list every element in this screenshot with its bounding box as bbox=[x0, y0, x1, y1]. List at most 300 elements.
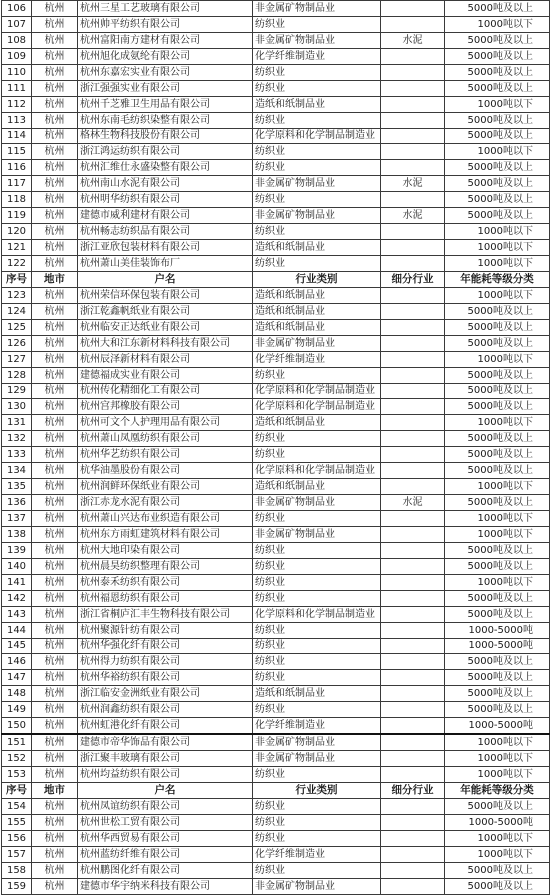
table-row bbox=[2, 176, 550, 192]
cell-company-name: 杭州泰禾纺织有限公司 bbox=[78, 574, 253, 590]
cell-energy-class: 1000-5000吨 bbox=[445, 814, 550, 830]
table-row bbox=[2, 718, 550, 734]
cell-sub-industry bbox=[381, 383, 445, 399]
cell-city: 杭州 bbox=[32, 718, 78, 734]
cell-energy-class: 5000吨及以上 bbox=[445, 208, 550, 224]
cell-industry: 非金属矿物制品业 bbox=[253, 495, 381, 511]
cell-industry: 纺织业 bbox=[253, 256, 381, 272]
cell-seq-no: 150 bbox=[2, 718, 32, 734]
header-city: 地市 bbox=[32, 782, 78, 798]
cell-city: 杭州 bbox=[32, 702, 78, 718]
cell-company-name: 杭州润鲜环保纸业有限公司 bbox=[78, 479, 253, 495]
cell-industry: 纺织业 bbox=[253, 64, 381, 80]
table-row bbox=[2, 702, 550, 718]
cell-industry: 纺织业 bbox=[253, 192, 381, 208]
cell-industry: 非金属矿物制品业 bbox=[253, 176, 381, 192]
cell-energy-class: 5000吨及以上 bbox=[445, 654, 550, 670]
cell-industry: 纺织业 bbox=[253, 160, 381, 176]
cell-energy-class: 1000-5000吨 bbox=[445, 718, 550, 734]
cell-energy-class: 5000吨及以上 bbox=[445, 383, 550, 399]
cell-industry: 纺织业 bbox=[253, 638, 381, 654]
cell-city: 杭州 bbox=[32, 590, 78, 606]
cell-energy-class: 1000吨以下 bbox=[445, 574, 550, 590]
cell-energy-class: 1000吨以下 bbox=[445, 287, 550, 303]
cell-sub-industry bbox=[381, 351, 445, 367]
cell-city: 杭州 bbox=[32, 96, 78, 112]
cell-seq-no: 113 bbox=[2, 112, 32, 128]
cell-company-name: 杭州畅志纺织品有限公司 bbox=[78, 224, 253, 240]
cell-sub-industry bbox=[381, 686, 445, 702]
cell-company-name: 杭州华裕纺织有限公司 bbox=[78, 670, 253, 686]
cell-energy-class: 1000吨以下 bbox=[445, 479, 550, 495]
cell-city: 杭州 bbox=[32, 399, 78, 415]
cell-seq-no: 141 bbox=[2, 574, 32, 590]
cell-industry: 非金属矿物制品业 bbox=[253, 526, 381, 542]
cell-seq-no: 125 bbox=[2, 319, 32, 335]
table-row bbox=[2, 654, 550, 670]
cell-energy-class: 1000吨以下 bbox=[445, 144, 550, 160]
table-row bbox=[2, 160, 550, 176]
cell-sub-industry bbox=[381, 751, 445, 767]
cell-sub-industry: 水泥 bbox=[381, 32, 445, 48]
cell-city: 杭州 bbox=[32, 256, 78, 272]
cell-seq-no: 106 bbox=[2, 1, 32, 17]
cell-company-name: 杭州华西贸易有限公司 bbox=[78, 830, 253, 846]
cell-energy-class: 5000吨及以上 bbox=[445, 798, 550, 814]
table-row bbox=[2, 144, 550, 160]
table-row bbox=[2, 399, 550, 415]
table-row bbox=[2, 303, 550, 319]
cell-energy-class: 5000吨及以上 bbox=[445, 862, 550, 878]
table-row bbox=[2, 351, 550, 367]
cell-energy-class: 5000吨及以上 bbox=[445, 606, 550, 622]
cell-city: 杭州 bbox=[32, 128, 78, 144]
cell-city: 杭州 bbox=[32, 415, 78, 431]
cell-city: 杭州 bbox=[32, 846, 78, 862]
table-row bbox=[2, 686, 550, 702]
cell-sub-industry bbox=[381, 1, 445, 17]
cell-industry: 纺织业 bbox=[253, 447, 381, 463]
cell-seq-no: 138 bbox=[2, 526, 32, 542]
table-row bbox=[2, 574, 550, 590]
cell-city: 杭州 bbox=[32, 751, 78, 767]
table-row bbox=[2, 128, 550, 144]
cell-seq-no: 110 bbox=[2, 64, 32, 80]
header-company-name: 户名 bbox=[78, 271, 253, 287]
cell-seq-no: 139 bbox=[2, 542, 32, 558]
cell-seq-no: 159 bbox=[2, 878, 32, 894]
cell-seq-no: 130 bbox=[2, 399, 32, 415]
cell-seq-no: 109 bbox=[2, 48, 32, 64]
cell-company-name: 杭州大地印染有限公司 bbox=[78, 542, 253, 558]
cell-seq-no: 123 bbox=[2, 287, 32, 303]
table-row bbox=[2, 192, 550, 208]
table-row bbox=[2, 846, 550, 862]
table-row bbox=[2, 112, 550, 128]
cell-seq-no: 121 bbox=[2, 240, 32, 256]
cell-sub-industry bbox=[381, 718, 445, 734]
cell-industry: 纺织业 bbox=[253, 80, 381, 96]
cell-industry: 造纸和纸制品业 bbox=[253, 303, 381, 319]
cell-sub-industry bbox=[381, 240, 445, 256]
cell-sub-industry bbox=[381, 830, 445, 846]
cell-city: 杭州 bbox=[32, 862, 78, 878]
table-row bbox=[2, 240, 550, 256]
table-row bbox=[2, 511, 550, 527]
cell-seq-no: 127 bbox=[2, 351, 32, 367]
table-header-row bbox=[2, 271, 550, 287]
cell-industry: 非金属矿物制品业 bbox=[253, 734, 381, 750]
cell-company-name: 杭州东嘉宏实业有限公司 bbox=[78, 64, 253, 80]
table-row bbox=[2, 638, 550, 654]
cell-seq-no: 129 bbox=[2, 383, 32, 399]
cell-city: 杭州 bbox=[32, 798, 78, 814]
cell-sub-industry bbox=[381, 367, 445, 383]
cell-sub-industry bbox=[381, 542, 445, 558]
cell-sub-industry bbox=[381, 479, 445, 495]
cell-sub-industry bbox=[381, 319, 445, 335]
header-seq-no: 序号 bbox=[2, 271, 32, 287]
table-row bbox=[2, 670, 550, 686]
cell-city: 杭州 bbox=[32, 479, 78, 495]
cell-energy-class: 1000吨以下 bbox=[445, 830, 550, 846]
cell-industry: 纺织业 bbox=[253, 830, 381, 846]
cell-industry: 造纸和纸制品业 bbox=[253, 319, 381, 335]
cell-company-name: 杭州传化精细化工有限公司 bbox=[78, 383, 253, 399]
cell-industry: 造纸和纸制品业 bbox=[253, 96, 381, 112]
cell-seq-no: 156 bbox=[2, 830, 32, 846]
cell-company-name: 浙江聚丰玻璃有限公司 bbox=[78, 751, 253, 767]
cell-energy-class: 1000吨以下 bbox=[445, 16, 550, 32]
cell-seq-no: 118 bbox=[2, 192, 32, 208]
cell-industry: 纺织业 bbox=[253, 654, 381, 670]
cell-seq-no: 148 bbox=[2, 686, 32, 702]
cell-energy-class: 5000吨及以上 bbox=[445, 319, 550, 335]
cell-industry: 纺织业 bbox=[253, 431, 381, 447]
cell-sub-industry bbox=[381, 287, 445, 303]
table-row bbox=[2, 367, 550, 383]
cell-city: 杭州 bbox=[32, 208, 78, 224]
cell-company-name: 建德市华宇纳米科技有限公司 bbox=[78, 878, 253, 894]
cell-seq-no: 151 bbox=[2, 734, 32, 750]
cell-seq-no: 133 bbox=[2, 447, 32, 463]
cell-energy-class: 1000-5000吨 bbox=[445, 638, 550, 654]
cell-sub-industry bbox=[381, 862, 445, 878]
cell-city: 杭州 bbox=[32, 542, 78, 558]
cell-industry: 纺织业 bbox=[253, 814, 381, 830]
cell-industry: 纺织业 bbox=[253, 558, 381, 574]
cell-seq-no: 146 bbox=[2, 654, 32, 670]
cell-sub-industry: 水泥 bbox=[381, 176, 445, 192]
cell-industry: 非金属矿物制品业 bbox=[253, 32, 381, 48]
table-row bbox=[2, 734, 550, 750]
cell-sub-industry bbox=[381, 511, 445, 527]
cell-company-name: 杭州汇维仕永盛染整有限公司 bbox=[78, 160, 253, 176]
table-row bbox=[2, 383, 550, 399]
cell-industry: 化学原料和化学制品制造业 bbox=[253, 399, 381, 415]
cell-seq-no: 116 bbox=[2, 160, 32, 176]
cell-city: 杭州 bbox=[32, 447, 78, 463]
cell-industry: 非金属矿物制品业 bbox=[253, 878, 381, 894]
table-row bbox=[2, 767, 550, 783]
cell-company-name: 浙江鸿运纺织有限公司 bbox=[78, 144, 253, 160]
cell-city: 杭州 bbox=[32, 830, 78, 846]
cell-industry: 纺织业 bbox=[253, 511, 381, 527]
cell-city: 杭州 bbox=[32, 144, 78, 160]
cell-energy-class: 5000吨及以上 bbox=[445, 878, 550, 894]
cell-sub-industry bbox=[381, 256, 445, 272]
cell-seq-no: 153 bbox=[2, 767, 32, 783]
cell-seq-no: 152 bbox=[2, 751, 32, 767]
cell-sub-industry bbox=[381, 80, 445, 96]
cell-seq-no: 135 bbox=[2, 479, 32, 495]
cell-company-name: 杭州临安正达纸业有限公司 bbox=[78, 319, 253, 335]
cell-sub-industry bbox=[381, 224, 445, 240]
cell-energy-class: 5000吨及以上 bbox=[445, 160, 550, 176]
cell-company-name: 浙江乾鑫帆纸业有限公司 bbox=[78, 303, 253, 319]
cell-city: 杭州 bbox=[32, 287, 78, 303]
cell-sub-industry bbox=[381, 128, 445, 144]
cell-city: 杭州 bbox=[32, 878, 78, 894]
cell-sub-industry bbox=[381, 654, 445, 670]
cell-industry: 纺织业 bbox=[253, 862, 381, 878]
table-row bbox=[2, 751, 550, 767]
cell-seq-no: 147 bbox=[2, 670, 32, 686]
cell-company-name: 杭州均益纺织有限公司 bbox=[78, 767, 253, 783]
cell-energy-class: 5000吨及以上 bbox=[445, 64, 550, 80]
table-row bbox=[2, 32, 550, 48]
cell-sub-industry bbox=[381, 447, 445, 463]
cell-company-name: 格林生物科技股份有限公司 bbox=[78, 128, 253, 144]
cell-city: 杭州 bbox=[32, 240, 78, 256]
cell-industry: 纺织业 bbox=[253, 144, 381, 160]
cell-company-name: 杭州旭化成氨纶有限公司 bbox=[78, 48, 253, 64]
cell-company-name: 建德市威利建材有限公司 bbox=[78, 208, 253, 224]
cell-energy-class: 1000吨以下 bbox=[445, 224, 550, 240]
cell-company-name: 杭州凤谊纺织有限公司 bbox=[78, 798, 253, 814]
cell-energy-class: 5000吨及以上 bbox=[445, 686, 550, 702]
cell-industry: 纺织业 bbox=[253, 702, 381, 718]
cell-seq-no: 112 bbox=[2, 96, 32, 112]
cell-industry: 纺织业 bbox=[253, 367, 381, 383]
cell-city: 杭州 bbox=[32, 574, 78, 590]
cell-sub-industry bbox=[381, 526, 445, 542]
cell-company-name: 建德福成实业有限公司 bbox=[78, 367, 253, 383]
cell-seq-no: 136 bbox=[2, 495, 32, 511]
cell-industry: 化学原料和化学制品制造业 bbox=[253, 128, 381, 144]
cell-energy-class: 5000吨及以上 bbox=[445, 176, 550, 192]
cell-company-name: 杭州聚源针纺有限公司 bbox=[78, 622, 253, 638]
cell-sub-industry bbox=[381, 431, 445, 447]
cell-sub-industry bbox=[381, 558, 445, 574]
table-row bbox=[2, 415, 550, 431]
cell-industry: 纺织业 bbox=[253, 670, 381, 686]
cell-company-name: 浙江赤龙水泥有限公司 bbox=[78, 495, 253, 511]
cell-industry: 纺织业 bbox=[253, 767, 381, 783]
cell-energy-class: 1000吨以下 bbox=[445, 240, 550, 256]
cell-company-name: 杭州福恩纺织有限公司 bbox=[78, 590, 253, 606]
cell-company-name: 浙江亚欣包装材料有限公司 bbox=[78, 240, 253, 256]
cell-company-name: 杭州世松工贸有限公司 bbox=[78, 814, 253, 830]
cell-energy-class: 5000吨及以上 bbox=[445, 670, 550, 686]
cell-sub-industry bbox=[381, 767, 445, 783]
cell-city: 杭州 bbox=[32, 622, 78, 638]
cell-energy-class: 5000吨及以上 bbox=[445, 542, 550, 558]
table-row bbox=[2, 878, 550, 894]
cell-company-name: 杭州萧山凤凰纺织有限公司 bbox=[78, 431, 253, 447]
cell-energy-class: 1000-5000吨 bbox=[445, 622, 550, 638]
table-row bbox=[2, 798, 550, 814]
cell-sub-industry bbox=[381, 463, 445, 479]
cell-sub-industry: 水泥 bbox=[381, 208, 445, 224]
cell-sub-industry bbox=[381, 160, 445, 176]
cell-city: 杭州 bbox=[32, 351, 78, 367]
cell-sub-industry bbox=[381, 144, 445, 160]
cell-sub-industry bbox=[381, 112, 445, 128]
cell-industry: 非金属矿物制品业 bbox=[253, 1, 381, 17]
cell-energy-class: 1000吨以下 bbox=[445, 734, 550, 750]
cell-industry: 造纸和纸制品业 bbox=[253, 287, 381, 303]
cell-company-name: 杭州萧山美佳装饰布厂 bbox=[78, 256, 253, 272]
cell-industry: 纺织业 bbox=[253, 16, 381, 32]
cell-sub-industry bbox=[381, 303, 445, 319]
cell-sub-industry bbox=[381, 670, 445, 686]
cell-sub-industry bbox=[381, 606, 445, 622]
cell-seq-no: 124 bbox=[2, 303, 32, 319]
cell-company-name: 杭州千芝雅卫生用品有限公司 bbox=[78, 96, 253, 112]
cell-seq-no: 114 bbox=[2, 128, 32, 144]
table-row bbox=[2, 526, 550, 542]
cell-energy-class: 5000吨及以上 bbox=[445, 447, 550, 463]
cell-city: 杭州 bbox=[32, 160, 78, 176]
cell-seq-no: 115 bbox=[2, 144, 32, 160]
cell-company-name: 杭州南山水泥有限公司 bbox=[78, 176, 253, 192]
cell-sub-industry bbox=[381, 798, 445, 814]
cell-energy-class: 5000吨及以上 bbox=[445, 48, 550, 64]
cell-city: 杭州 bbox=[32, 814, 78, 830]
cell-city: 杭州 bbox=[32, 303, 78, 319]
table-row bbox=[2, 590, 550, 606]
table-row bbox=[2, 80, 550, 96]
table-row bbox=[2, 814, 550, 830]
cell-company-name: 杭州明华纺织有限公司 bbox=[78, 192, 253, 208]
cell-company-name: 杭州东方雨虹建筑材料有限公司 bbox=[78, 526, 253, 542]
cell-city: 杭州 bbox=[32, 1, 78, 17]
cell-energy-class: 5000吨及以上 bbox=[445, 335, 550, 351]
table-row bbox=[2, 431, 550, 447]
cell-city: 杭州 bbox=[32, 383, 78, 399]
header-sub-industry: 细分行业 bbox=[381, 782, 445, 798]
cell-energy-class: 5000吨及以上 bbox=[445, 590, 550, 606]
cell-city: 杭州 bbox=[32, 767, 78, 783]
cell-city: 杭州 bbox=[32, 64, 78, 80]
cell-sub-industry bbox=[381, 192, 445, 208]
cell-industry: 化学纤维制造业 bbox=[253, 351, 381, 367]
cell-industry: 纺织业 bbox=[253, 622, 381, 638]
cell-seq-no: 157 bbox=[2, 846, 32, 862]
cell-company-name: 杭州蓝纺纤维有限公司 bbox=[78, 846, 253, 862]
cell-company-name: 杭州虹港化纤有限公司 bbox=[78, 718, 253, 734]
cell-seq-no: 137 bbox=[2, 511, 32, 527]
cell-city: 杭州 bbox=[32, 526, 78, 542]
cell-sub-industry bbox=[381, 415, 445, 431]
cell-energy-class: 5000吨及以上 bbox=[445, 399, 550, 415]
table-header-row bbox=[2, 782, 550, 798]
cell-company-name: 杭州大和江东新材料科技有限公司 bbox=[78, 335, 253, 351]
cell-company-name: 杭州润鑫纺织有限公司 bbox=[78, 702, 253, 718]
table-row bbox=[2, 622, 550, 638]
cell-energy-class: 1000吨以下 bbox=[445, 96, 550, 112]
table-row bbox=[2, 606, 550, 622]
cell-city: 杭州 bbox=[32, 319, 78, 335]
cell-company-name: 杭州华强化纤有限公司 bbox=[78, 638, 253, 654]
cell-sub-industry bbox=[381, 878, 445, 894]
cell-seq-no: 111 bbox=[2, 80, 32, 96]
cell-energy-class: 5000吨及以上 bbox=[445, 32, 550, 48]
cell-city: 杭州 bbox=[32, 670, 78, 686]
cell-company-name: 杭州富阳南方建材有限公司 bbox=[78, 32, 253, 48]
cell-industry: 纺织业 bbox=[253, 798, 381, 814]
cell-city: 杭州 bbox=[32, 463, 78, 479]
cell-company-name: 杭州宫邦橡胶有限公司 bbox=[78, 399, 253, 415]
header-sub-industry: 细分行业 bbox=[381, 271, 445, 287]
cell-city: 杭州 bbox=[32, 511, 78, 527]
cell-sub-industry bbox=[381, 574, 445, 590]
cell-company-name: 杭州鹏图化纤有限公司 bbox=[78, 862, 253, 878]
table-row bbox=[2, 495, 550, 511]
table-row bbox=[2, 287, 550, 303]
table-row bbox=[2, 256, 550, 272]
cell-city: 杭州 bbox=[32, 16, 78, 32]
cell-sub-industry bbox=[381, 335, 445, 351]
header-company-name: 户名 bbox=[78, 782, 253, 798]
cell-energy-class: 5000吨及以上 bbox=[445, 192, 550, 208]
cell-seq-no: 128 bbox=[2, 367, 32, 383]
cell-industry: 化学纤维制造业 bbox=[253, 846, 381, 862]
cell-sub-industry bbox=[381, 48, 445, 64]
cell-industry: 化学原料和化学制品制造业 bbox=[253, 606, 381, 622]
cell-sub-industry bbox=[381, 846, 445, 862]
cell-sub-industry bbox=[381, 96, 445, 112]
cell-seq-no: 122 bbox=[2, 256, 32, 272]
cell-city: 杭州 bbox=[32, 80, 78, 96]
cell-city: 杭州 bbox=[32, 192, 78, 208]
table-row bbox=[2, 1, 550, 17]
cell-company-name: 杭州荣信环保包装有限公司 bbox=[78, 287, 253, 303]
cell-energy-class: 5000吨及以上 bbox=[445, 128, 550, 144]
cell-seq-no: 107 bbox=[2, 16, 32, 32]
header-city: 地市 bbox=[32, 271, 78, 287]
cell-industry: 造纸和纸制品业 bbox=[253, 240, 381, 256]
cell-city: 杭州 bbox=[32, 734, 78, 750]
header-energy-class: 年能耗等级分类 bbox=[445, 271, 550, 287]
cell-seq-no: 140 bbox=[2, 558, 32, 574]
cell-seq-no: 144 bbox=[2, 622, 32, 638]
cell-company-name: 浙江强强实业有限公司 bbox=[78, 80, 253, 96]
cell-city: 杭州 bbox=[32, 606, 78, 622]
cell-energy-class: 1000吨以下 bbox=[445, 256, 550, 272]
table-row bbox=[2, 558, 550, 574]
cell-city: 杭州 bbox=[32, 367, 78, 383]
cell-city: 杭州 bbox=[32, 638, 78, 654]
cell-energy-class: 5000吨及以上 bbox=[445, 303, 550, 319]
cell-seq-no: 145 bbox=[2, 638, 32, 654]
cell-seq-no: 126 bbox=[2, 335, 32, 351]
table-row bbox=[2, 463, 550, 479]
cell-seq-no: 155 bbox=[2, 814, 32, 830]
cell-company-name: 杭州帅平纺织有限公司 bbox=[78, 16, 253, 32]
cell-sub-industry bbox=[381, 16, 445, 32]
